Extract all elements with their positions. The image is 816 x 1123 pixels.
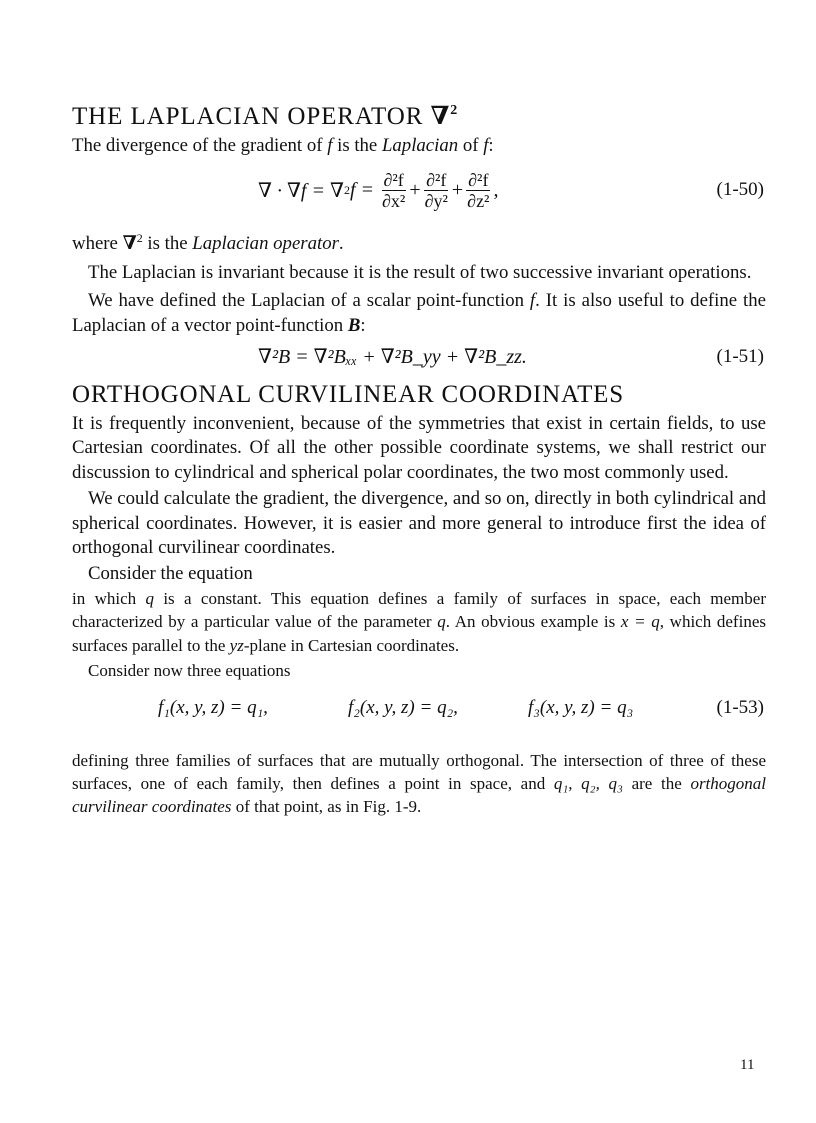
where-text: where [72, 233, 123, 255]
para-text: defining three families of surfaces that are mutually orthogonal. The intersection of three of these surfaces, one of each family, then defines a point in space, and [72, 750, 766, 793]
section-title-laplacian [72, 96, 766, 132]
fraction-den: ∂y² [424, 190, 448, 211]
example-equation: x = q [620, 612, 660, 632]
equation-number: (1-51) [716, 346, 764, 368]
fraction-num: ∂²f [383, 169, 404, 190]
equation-part-1: f₁(x, y, z) = q₁, [158, 696, 268, 718]
equation-1-51 [72, 338, 766, 378]
paragraph-family-of-surfaces [72, 587, 766, 657]
comma: , [493, 178, 499, 201]
paragraph-consider-equation: Consider the equation [88, 563, 253, 585]
var-q: q [145, 588, 154, 608]
paragraph-invariant: The Laplacian is invariant because it is the result of two successive invariant operations. [88, 261, 752, 283]
eq-lhs: ∇ · ∇f = ∇ [258, 179, 344, 202]
para-text: We have defined the Laplacian of a scalar point-function [88, 290, 530, 312]
plus-sign: + [451, 178, 464, 201]
paragraph-three-equations: Consider now three equations [88, 661, 291, 681]
fraction-z [465, 170, 491, 211]
intro-f: f [327, 135, 333, 156]
intro-text: : [488, 135, 494, 156]
para-text: . An obvious example is [445, 612, 621, 632]
eq-lhs-tail: f = [349, 178, 375, 201]
intro-paragraph [72, 134, 766, 158]
nabla-symbol: ∇ [430, 103, 451, 130]
fraction-num: ∂²f [468, 169, 489, 190]
vector-B: B [347, 314, 361, 336]
equation-1-50 [72, 158, 766, 222]
equation-1-50-body [258, 158, 498, 222]
nabla-exponent: 2 [136, 231, 143, 246]
where-line [72, 226, 766, 256]
orthogonal-curvilinear-term: orthogonal curvilinear coordinates [72, 773, 766, 817]
plus-sign: + [409, 178, 421, 201]
var-q: q [437, 612, 446, 632]
intro-text: of [458, 135, 484, 156]
para-text: . It is also useful to define the Laplacian of a vector point-function [72, 290, 766, 336]
page-number: 11 [740, 1057, 755, 1073]
section-title-curvilinear: ORTHOGONAL CURVILINEAR COORDINATES [72, 381, 624, 409]
para-text: are the [622, 773, 691, 793]
fraction-x [380, 170, 407, 211]
where-text: . [338, 233, 344, 255]
var-q123: q₁, q₂, q₃ [553, 773, 623, 793]
para-text: in which [72, 588, 146, 608]
equation-part-2: f₂(x, y, z) = q₂, [348, 696, 458, 718]
laplacian-operator-term: Laplacian operator [192, 233, 339, 255]
fraction-den: ∂x² [382, 190, 406, 211]
fraction-y [423, 170, 450, 211]
page-content [72, 96, 766, 819]
section-title-text: THE LAPLACIAN OPERATOR [72, 103, 424, 130]
paragraph-orthogonal-families [72, 749, 766, 819]
equation-number: (1-50) [716, 179, 764, 201]
equation-1-53 [72, 683, 766, 735]
intro-f: f [483, 135, 489, 156]
equation-number: (1-53) [716, 696, 764, 718]
where-text: is the [142, 233, 193, 255]
para-text: of that point, as in Fig. 1-9. [231, 797, 422, 817]
equation-1-51-body: ∇²B = ∇²Bₓₓ + ∇²B_yy + ∇²B_zz. [258, 346, 527, 369]
eq-lhs-sup: 2 [343, 182, 350, 197]
var-yz: yz [229, 635, 244, 655]
intro-text: is the [332, 135, 382, 156]
intro-text: The divergence of the gradient of [72, 135, 328, 156]
nabla-exponent: 2 [450, 103, 459, 118]
fraction-den: ∂z² [467, 190, 490, 211]
para-text: -plane in Cartesian coordinates. [243, 635, 460, 655]
nabla-symbol: ∇ [122, 233, 137, 255]
paragraph-cylindrical-spherical: We could calculate the gradient, the divergence, and so on, directly in both cylindrical and spherical coordinates. However, it is easier and more general to introduce first the idea of orthogonal curvilinear coordinates. [72, 488, 766, 559]
fraction-num: ∂²f [426, 169, 447, 190]
intro-laplacian: Laplacian [381, 135, 459, 156]
equation-part-3: f₃(x, y, z) = q₃ [528, 696, 634, 718]
para-text: : [360, 314, 366, 336]
paragraph-vector-laplacian [72, 289, 766, 338]
para-f: f [529, 290, 536, 312]
para-text: is a constant. This equation defines a family of surfaces in space, each member characterized by a particular value of the parameter [72, 588, 766, 632]
para-text: , which defines surfaces parallel to the [72, 612, 766, 655]
paragraph-cartesian: It is frequently inconvenient, because of the symmetries that exist in certain fields, to use Cartesian coordinates. Of all the other possible coordinate systems, we shall restrict our discussion to cylindrical and spherical polar coordinates, the two most commonly used. [72, 413, 766, 483]
